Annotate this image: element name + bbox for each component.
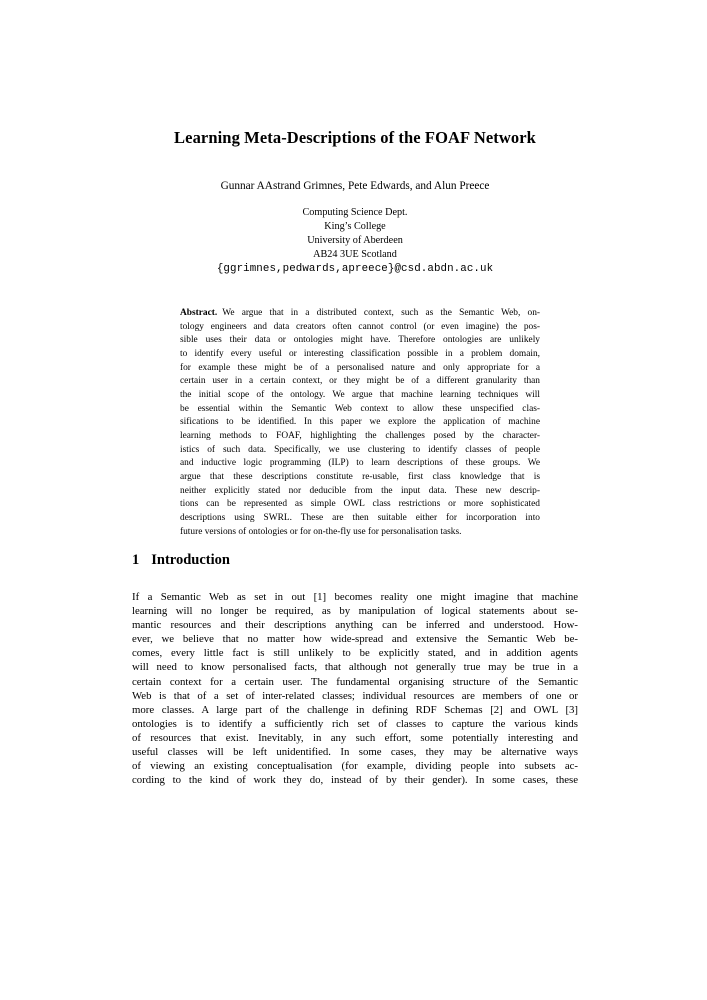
section-number: 1 — [132, 552, 140, 568]
abstract-first-line-text: We argue that in a distributed context, such as the Semantic Web, on- — [222, 308, 540, 318]
authors-line: Gunnar AAstrand Grimnes, Pete Edwards, and Alun Preece — [220, 180, 490, 192]
affiliation-department: Computing Science Dept. — [302, 207, 408, 218]
authors-email: {ggrimnes,pedwards,apreece}@csd.abdn.ac.uk — [216, 263, 494, 275]
abstract-label: Abstract. — [180, 308, 218, 318]
section-heading-introduction — [132, 552, 578, 569]
section-title: Introduction — [151, 552, 230, 568]
affiliation-address: AB24 3UE Scotland — [313, 249, 397, 260]
introduction-paragraph: If a Semantic Web as set in out [1] becomes reality one might imagine that machine learning will no longer be required, as by manipulation of logical statements about se- mantic resources and their descriptions anything can be inferred and understood. How- ever, we believe that no matter how wide-spread and extensive the Semantic Web be- comes, every little fact is still unlikely to be explicitly stated, and in addition agents will need to know personalised facts, that although not generally true may be true in a certain context for a certain user. The fundamental organising structure of the Semantic Web is that of a set of inter-related classes; individual resources are members of one or more classes. A large part of the challenge in defining RDF Schemas [2] and OWL [3] ontologies is to identify a sufficiently rich set of classes to capture the various kinds of resources that exist. Inevitably, in any such effort, some potentially interesting and useful classes will be left unidentified. In some cases, they may be alternative ways of viewing an existing conceptualisation (for example, dividing people into subsets ac- cording to the kind of work they do, instead of by their gender). In some cases, these — [132, 591, 578, 787]
affiliation-block — [132, 206, 578, 276]
affiliation-university: University of Aberdeen — [307, 235, 403, 246]
abstract-first-line — [180, 307, 540, 321]
abstract-text: tology engineers and data creators often cannot control (or even imagine) the pos- sible uses their data or ontologies might have. Therefore ontologies are unlikely to identify every useful or interesting classification possible in a problem domain, for example these might be of a personalised nature and only appropriate for a certain user in a certain context, or they might be of a different granularity than the initial scope of the ontology. We argue that machine learning techniques will be essential within the Semantic Web context to allow these unspecified clas- sifications to be identified. In this paper we explore the application of machine learning methods to FOAF, highlighting the challenges posed by the character- istics of such data. Specifically, we use clustering to identify classes of people and inductive logic programming (ILP) to learn descriptions of these groups. We argue that these descriptions constitute re-usable, first class knowledge that is neither explicitly stated nor deducible from the input data. These new descrip- tions can be represented as simple OWL class restrictions or more sophisticated descriptions using SWRL. These are then suitable either for incorporation into future versions of ontologies or for on-the-fly use for personalisation tasks. — [180, 321, 540, 537]
page-title: Learning Meta-Descriptions of the FOAF Network — [174, 128, 536, 147]
affiliation-college: King’s College — [324, 221, 386, 232]
abstract-block — [180, 307, 540, 539]
